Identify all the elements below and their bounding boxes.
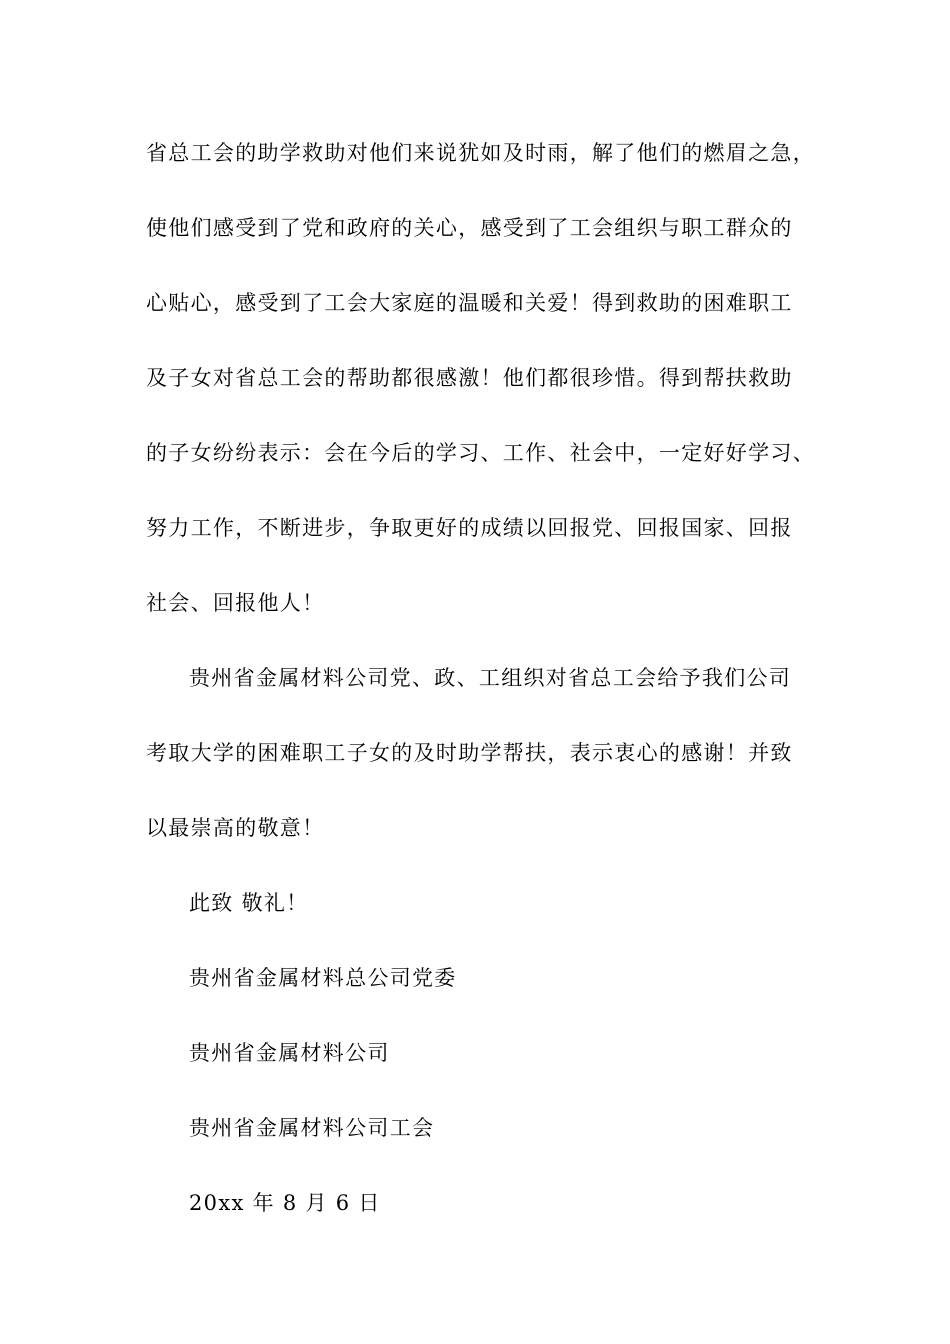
closing-salutation: 此致 敬礼！: [189, 891, 309, 915]
paragraph-1-line-4: 及子女对省总工会的帮助都很感激！他们都很珍惜。得到帮扶救助: [146, 366, 793, 390]
paragraph-1-line-5: 的子女纷纷表示：会在今后的学习、工作、社会中，一定好好学习、: [146, 441, 815, 465]
signature-company: 贵州省金属材料公司: [189, 1041, 390, 1065]
paragraph-2-line-2: 考取大学的困难职工子女的及时助学帮扶，表示衷心的感谢！并致: [146, 741, 793, 765]
letter-date: 20xx 年 8 月 6 日: [189, 1191, 381, 1215]
letter-body: [146, 116, 826, 1241]
signature-party-committee: 贵州省金属材料总公司党委: [189, 966, 457, 990]
paragraph-1-line-1: 省总工会的助学救助对他们来说犹如及时雨，解了他们的燃眉之急，: [146, 141, 815, 165]
paragraph-1-line-6: 努力工作，不断进步，争取更好的成绩以回报党、回报国家、回报: [146, 516, 793, 540]
paragraph-1-line-2: 使他们感受到了党和政府的关心，感受到了工会组织与职工群众的: [146, 216, 793, 240]
paragraph-2-line-3: 以最崇高的敬意！: [146, 816, 325, 840]
paragraph-1-line-7: 社会、回报他人！: [146, 591, 325, 615]
paragraph-1-line-3: 心贴心，感受到了工会大家庭的温暖和关爱！得到救助的困难职工: [146, 291, 793, 315]
paragraph-2-line-1: 贵州省金属材料公司党、政、工组织对省总工会给予我们公司: [189, 666, 792, 690]
signature-union: 贵州省金属材料公司工会: [189, 1116, 435, 1140]
